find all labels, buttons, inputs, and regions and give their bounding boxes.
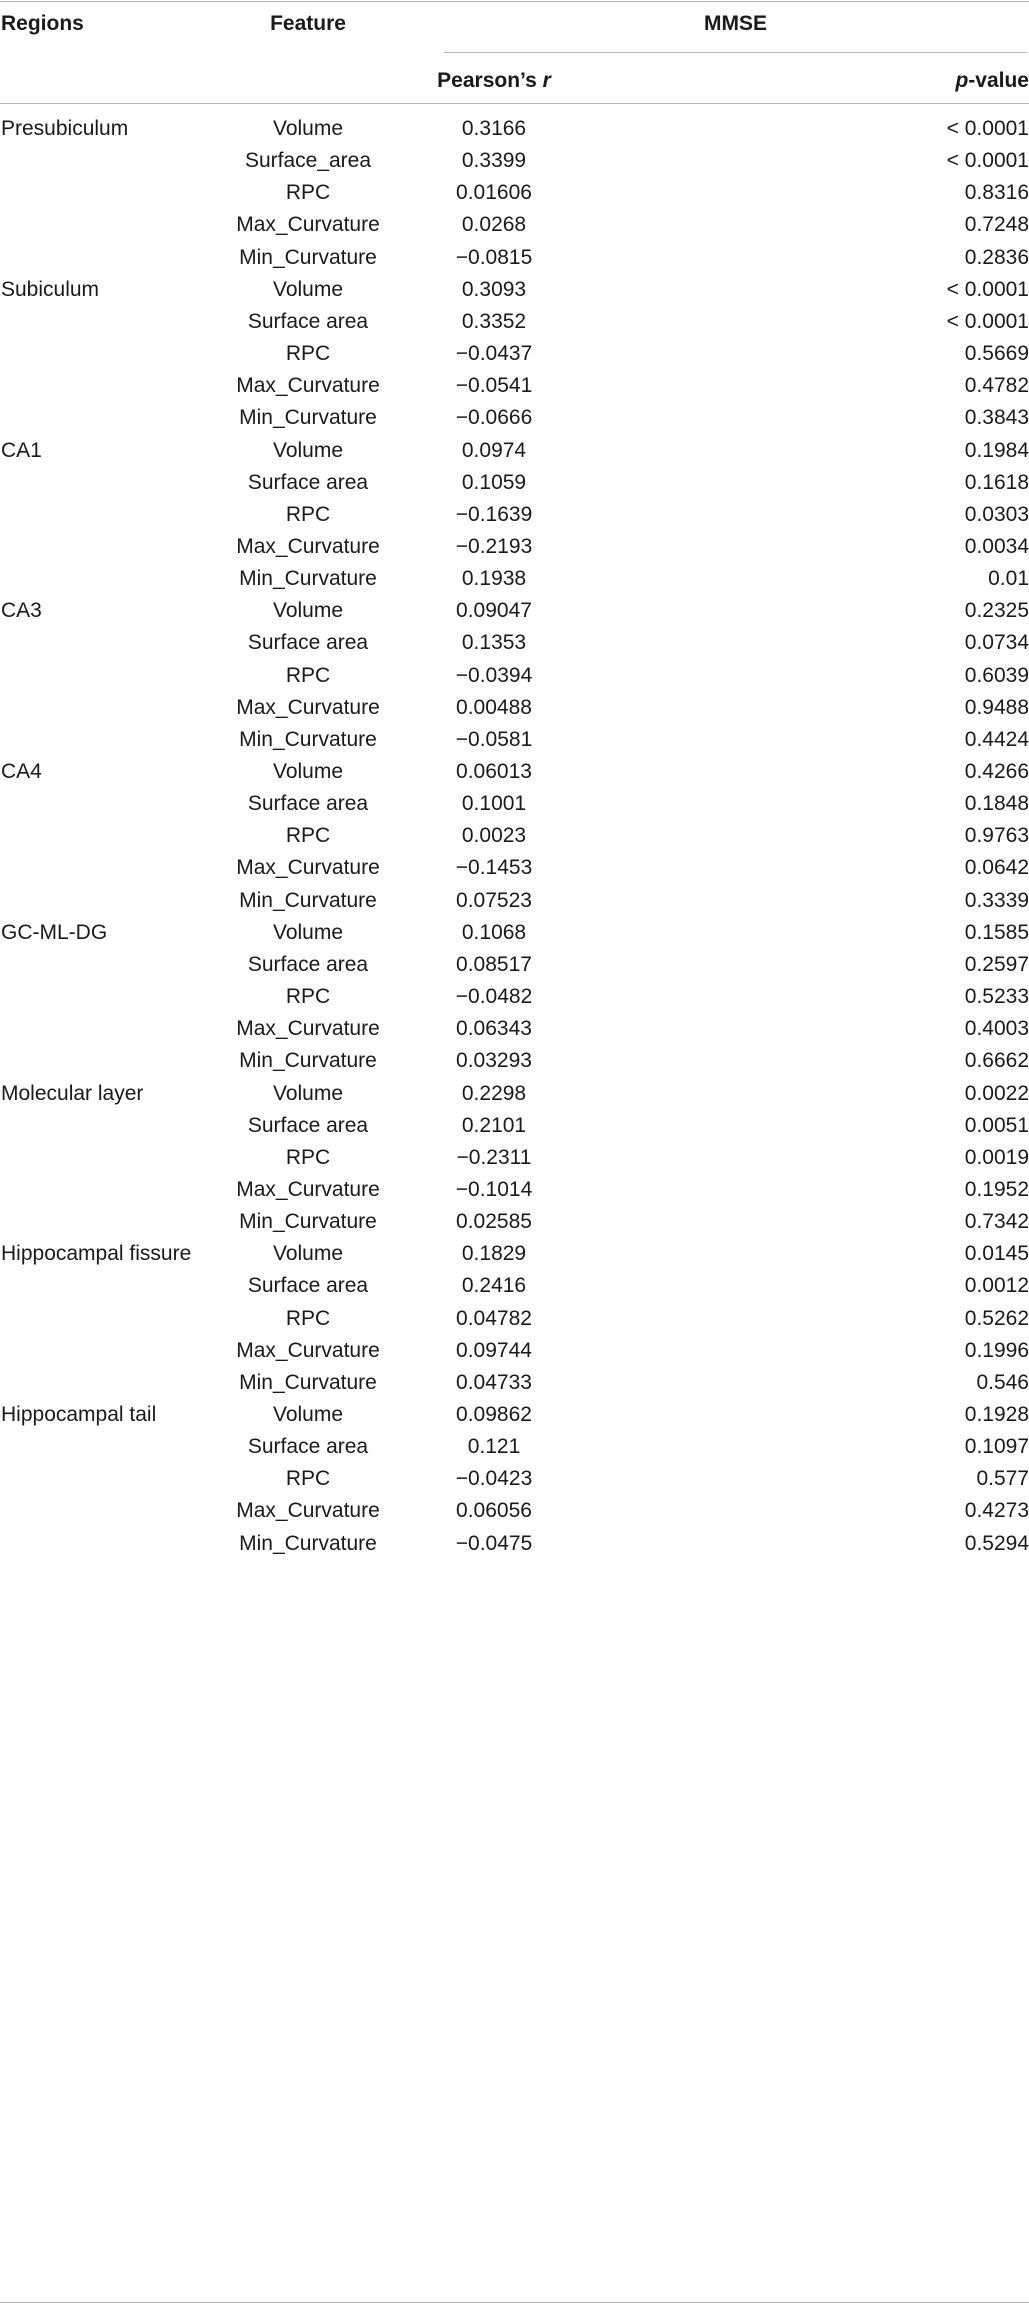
p-value-cell: 0.2325	[964, 599, 1029, 622]
p-value-cell: 0.4003	[964, 1017, 1029, 1040]
pearson-r-cell: 0.1829	[461, 1242, 527, 1265]
p-value-cell: 0.1848	[964, 792, 1029, 815]
feature-cell: Min_Curvature	[239, 567, 377, 590]
feature-cell: Volume	[272, 278, 344, 301]
region-cell: Presubiculum	[1, 117, 129, 140]
pearson-r-cell: 0.02585	[456, 1210, 532, 1233]
p-value-cell: 0.0012	[964, 1274, 1029, 1297]
pearson-r-cell: 0.09862	[456, 1403, 532, 1426]
pearson-r-cell: 0.01606	[456, 181, 532, 204]
feature-cell: RPC	[285, 1467, 331, 1490]
feature-cell: Volume	[272, 117, 344, 140]
p-value-cell: 0.5262	[964, 1307, 1029, 1330]
pearson-r-cell: 0.121	[467, 1435, 521, 1458]
region-cell: CA1	[1, 439, 42, 462]
pearson-r-cell: −0.0541	[455, 374, 533, 397]
p-value-cell: 0.7342	[964, 1210, 1029, 1233]
pearson-r-cell: 0.06056	[456, 1499, 532, 1522]
feature-cell: Max_Curvature	[236, 1017, 380, 1040]
p-value-cell: 0.0145	[964, 1242, 1029, 1265]
p-value-cell: 0.0734	[964, 631, 1029, 654]
p-value-cell: < 0.0001	[946, 149, 1029, 172]
feature-cell: Max_Curvature	[236, 1178, 380, 1201]
p-value-cell: 0.1996	[964, 1339, 1029, 1362]
feature-cell: Surface area	[247, 310, 369, 333]
pearson-r-cell: 0.06013	[456, 760, 532, 783]
region-cell: CA4	[1, 760, 42, 783]
header-p-italic: p	[955, 69, 969, 92]
feature-cell: Min_Curvature	[239, 1210, 377, 1233]
p-value-cell: 0.4266	[964, 760, 1029, 783]
p-value-cell: 0.0019	[964, 1146, 1029, 1169]
p-value-cell: 0.4424	[964, 728, 1029, 751]
feature-cell: Volume	[272, 1403, 344, 1426]
p-value-cell: 0.6039	[964, 664, 1029, 687]
header-mmse: MMSE	[704, 12, 767, 35]
p-value-cell: 0.0642	[964, 856, 1029, 879]
feature-cell: RPC	[285, 1146, 331, 1169]
feature-cell: Surface area	[247, 471, 369, 494]
feature-cell: RPC	[285, 985, 331, 1008]
header-bottom-rule	[0, 103, 1029, 104]
p-value-cell: 0.1618	[964, 471, 1029, 494]
p-value-cell: 0.8316	[964, 181, 1029, 204]
feature-cell: Volume	[272, 439, 344, 462]
mmse-span-rule	[444, 52, 1027, 53]
pearson-r-cell: 0.09744	[456, 1339, 532, 1362]
p-value-cell: 0.577	[976, 1467, 1029, 1490]
p-value-cell: 0.2836	[964, 246, 1029, 269]
feature-cell: Surface area	[247, 1114, 369, 1137]
pearson-r-cell: −0.0815	[455, 246, 533, 269]
pearson-r-cell: 0.2101	[461, 1114, 527, 1137]
pearson-r-cell: 0.0268	[461, 213, 527, 236]
p-value-cell: 0.5233	[964, 985, 1029, 1008]
pearson-r-cell: −0.1014	[455, 1178, 533, 1201]
pearson-r-cell: 0.2298	[461, 1082, 527, 1105]
feature-cell: Min_Curvature	[239, 1532, 377, 1555]
feature-cell: Min_Curvature	[239, 246, 377, 269]
pearson-r-cell: 0.2416	[461, 1274, 527, 1297]
p-value-cell: 0.1952	[964, 1178, 1029, 1201]
p-value-cell: 0.1585	[964, 921, 1029, 944]
feature-cell: Volume	[272, 921, 344, 944]
feature-cell: Min_Curvature	[239, 1049, 377, 1072]
feature-cell: Max_Curvature	[236, 1499, 380, 1522]
table-top-rule	[0, 1, 1029, 2]
feature-cell: Surface area	[247, 631, 369, 654]
p-value-cell: 0.6662	[964, 1049, 1029, 1072]
header-p-suffix: -value	[968, 69, 1029, 92]
feature-cell: RPC	[285, 1307, 331, 1330]
region-cell: Hippocampal tail	[1, 1403, 157, 1426]
feature-cell: Min_Curvature	[239, 406, 377, 429]
feature-cell: Max_Curvature	[236, 1339, 380, 1362]
p-value-cell: 0.2597	[964, 953, 1029, 976]
p-value-cell: 0.546	[976, 1371, 1029, 1394]
region-cell: Hippocampal fissure	[1, 1242, 192, 1265]
pearson-r-cell: 0.07523	[456, 889, 532, 912]
pearson-r-cell: 0.1059	[461, 471, 527, 494]
feature-cell: Surface area	[247, 1274, 369, 1297]
feature-cell: Volume	[272, 760, 344, 783]
feature-cell: Min_Curvature	[239, 1371, 377, 1394]
p-value-cell: 0.9488	[964, 696, 1029, 719]
header-pearson-prefix: Pearson’s	[437, 69, 543, 92]
feature-cell: Volume	[272, 1082, 344, 1105]
pearson-r-cell: 0.08517	[456, 953, 532, 976]
feature-cell: Max_Curvature	[236, 856, 380, 879]
feature-cell: Min_Curvature	[239, 889, 377, 912]
region-cell: GC-ML-DG	[1, 921, 108, 944]
pearson-r-cell: −0.2311	[456, 1146, 532, 1169]
pearson-r-cell: 0.1068	[461, 921, 527, 944]
pearson-r-cell: 0.04733	[456, 1371, 532, 1394]
p-value-cell: < 0.0001	[946, 310, 1029, 333]
p-value-cell: 0.3339	[964, 889, 1029, 912]
p-value-cell: < 0.0001	[946, 117, 1029, 140]
p-value-cell: 0.1928	[964, 1403, 1029, 1426]
p-value-cell: 0.1984	[964, 439, 1029, 462]
p-value-cell: 0.0303	[964, 503, 1029, 526]
pearson-r-cell: −0.0482	[455, 985, 533, 1008]
p-value-cell: 0.5669	[964, 342, 1029, 365]
pearson-r-cell: 0.00488	[456, 696, 532, 719]
pearson-r-cell: −0.0666	[455, 406, 533, 429]
feature-cell: RPC	[285, 824, 331, 847]
p-value-cell: 0.4273	[964, 1499, 1029, 1522]
header-feature: Feature	[270, 12, 346, 35]
pearson-r-cell: 0.3352	[461, 310, 527, 333]
feature-cell: RPC	[285, 503, 331, 526]
region-cell: CA3	[1, 599, 42, 622]
p-value-cell: 0.0051	[964, 1114, 1029, 1137]
p-value-cell: 0.01	[988, 567, 1029, 590]
pearson-r-cell: 0.04782	[456, 1307, 532, 1330]
pearson-r-cell: 0.3093	[461, 278, 527, 301]
p-value-cell: 0.0022	[964, 1082, 1029, 1105]
pearson-r-cell: −0.0475	[455, 1532, 533, 1555]
feature-cell: Max_Curvature	[236, 696, 380, 719]
p-value-cell: 0.1097	[964, 1435, 1029, 1458]
region-cell: Subiculum	[1, 278, 100, 301]
pearson-r-cell: 0.0023	[461, 824, 527, 847]
pearson-r-cell: 0.09047	[456, 599, 532, 622]
pearson-r-cell: 0.1001	[461, 792, 527, 815]
pearson-r-cell: 0.3166	[461, 117, 527, 140]
p-value-cell: 0.9763	[964, 824, 1029, 847]
pearson-r-cell: 0.06343	[456, 1017, 532, 1040]
pearson-r-cell: 0.03293	[456, 1049, 532, 1072]
pearson-r-cell: 0.1353	[461, 631, 527, 654]
feature-cell: RPC	[285, 664, 331, 687]
feature-cell: Max_Curvature	[236, 213, 380, 236]
pearson-r-cell: −0.2193	[455, 535, 533, 558]
feature-cell: RPC	[285, 342, 331, 365]
header-pearson-italic: r	[542, 69, 551, 92]
feature-cell: Max_Curvature	[236, 535, 380, 558]
p-value-cell: < 0.0001	[946, 278, 1029, 301]
p-value-cell: 0.3843	[964, 406, 1029, 429]
feature-cell: Max_Curvature	[236, 374, 380, 397]
pearson-r-cell: −0.1453	[455, 856, 533, 879]
pearson-r-cell: 0.1938	[461, 567, 527, 590]
pearson-r-cell: 0.0974	[461, 439, 527, 462]
feature-cell: Surface area	[247, 1435, 369, 1458]
header-p-value	[809, 69, 1029, 93]
feature-cell: Min_Curvature	[239, 728, 377, 751]
pearson-r-cell: −0.0581	[455, 728, 533, 751]
feature-cell: RPC	[285, 181, 331, 204]
p-value-cell: 0.7248	[964, 213, 1029, 236]
pearson-r-cell: −0.0394	[455, 664, 533, 687]
feature-cell: Surface area	[247, 792, 369, 815]
region-cell: Molecular layer	[1, 1082, 144, 1105]
p-value-cell: 0.4782	[964, 374, 1029, 397]
header-regions: Regions	[1, 12, 84, 35]
header-pearson-r	[394, 69, 594, 93]
feature-cell: Volume	[272, 599, 344, 622]
pearson-r-cell: 0.3399	[461, 149, 527, 172]
pearson-r-cell: −0.0437	[455, 342, 533, 365]
p-value-cell: 0.0034	[964, 535, 1029, 558]
p-value-cell: 0.5294	[964, 1532, 1029, 1555]
feature-cell: Volume	[272, 1242, 344, 1265]
table-bottom-rule	[0, 2302, 1029, 2303]
pearson-r-cell: −0.0423	[455, 1467, 533, 1490]
feature-cell: Surface area	[247, 953, 369, 976]
feature-cell: Surface_area	[244, 149, 372, 172]
pearson-r-cell: −0.1639	[455, 503, 533, 526]
